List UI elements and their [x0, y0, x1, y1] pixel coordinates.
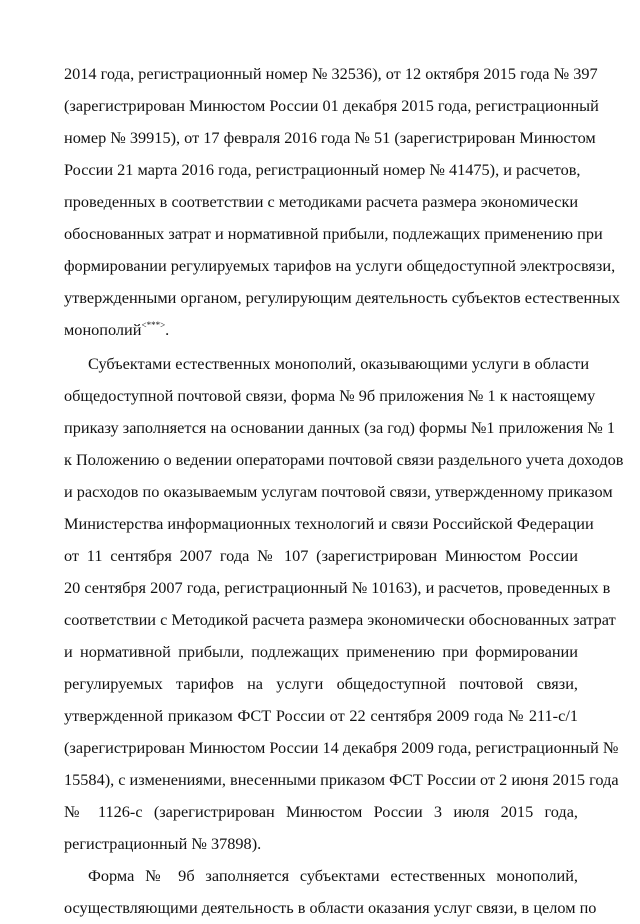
- text-line: утвержденной приказом ФСТ России от 22 сентября 2009 года № 211-с/1: [64, 706, 578, 725]
- text-line: Министерства информационных технологий и связи Российской Федерации: [64, 514, 594, 533]
- text-line: к Положению о ведении операторами почтовой связи раздельного учета доходов: [64, 450, 624, 469]
- text-line: 20 сентября 2007 года, регистрационный № 10163), и расчетов, проведенных в: [64, 578, 611, 597]
- text-line: и нормативной прибыли, подлежащих применению при формировании: [64, 642, 578, 661]
- text-line-with-footnote-ref: [64, 314, 578, 346]
- text-line: приказу заполняется на основании данных (за год) формы №1 приложения № 1: [64, 418, 616, 437]
- text-line: (зарегистрирован Минюстом России 14 декабря 2009 года, регистрационный №: [64, 738, 619, 757]
- text-line: проведенных в соответствии с методиками расчета размера экономически: [64, 192, 579, 211]
- text-line: № 1126-с (зарегистрирован Минюстом России 3 июля 2015 года,: [64, 802, 578, 821]
- text-line: монополий: [64, 320, 142, 339]
- paragraph-start-line: Форма № 9б заполняется субъектами естественных монополий,: [88, 866, 578, 885]
- text-line: формировании регулируемых тарифов на услуги общедоступной электросвязи,: [64, 256, 616, 275]
- text-line: обоснованных затрат и нормативной прибыли, подлежащих применению при: [64, 224, 603, 243]
- text-line: 2014 года, регистрационный номер № 32536), от 12 октября 2015 года № 397: [64, 64, 598, 83]
- text-line: от 11 сентября 2007 года № 107 (зарегистрирован Минюстом России: [64, 546, 578, 565]
- text-line: общедоступной почтовой связи, форма № 9б приложения № 1 к настоящему: [64, 386, 596, 405]
- sentence-end: .: [165, 320, 170, 339]
- text-line: номер № 39915), от 17 февраля 2016 года № 51 (зарегистрирован Минюстом: [64, 128, 596, 147]
- text-line: утвержденными органом, регулирующим деятельность субъектов естественных: [64, 288, 620, 307]
- text-line: осуществляющими деятельность в области оказания услуг связи, в целом по: [64, 898, 597, 917]
- text-line: 15584), с изменениями, внесенными приказом ФСТ России от 2 июня 2015 года: [64, 770, 619, 789]
- footnote-reference: <***>: [141, 319, 166, 330]
- text-line: и расходов по оказываемым услугам почтовой связи, утвержденному приказом: [64, 482, 613, 501]
- text-line: (зарегистрирован Минюстом России 01 декабря 2015 года, регистрационный: [64, 96, 599, 115]
- text-line: регулируемых тарифов на услуги общедоступной почтовой связи,: [64, 674, 578, 693]
- text-line: регистрационный № 37898).: [64, 834, 262, 853]
- text-line: России 21 марта 2016 года, регистрационный номер № 41475), и расчетов,: [64, 160, 581, 179]
- paragraph-start-line: Субъектами естественных монополий, оказывающими услуги в области: [88, 354, 590, 373]
- text-line: соответствии с Методикой расчета размера экономически обоснованных затрат: [64, 610, 616, 629]
